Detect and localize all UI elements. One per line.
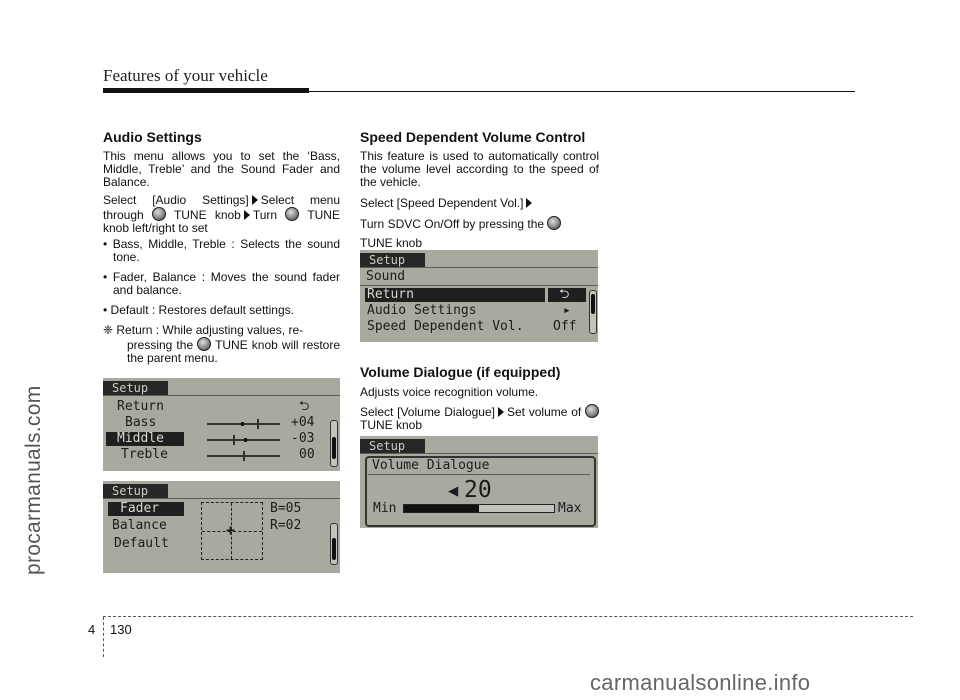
lcd-row-bass: Bass xyxy=(125,415,157,430)
bottom-watermark: carmanualsonline.info xyxy=(590,670,811,695)
lcd-rule xyxy=(103,395,340,396)
lcd-setup-tab: Setup xyxy=(103,484,168,498)
sdvc-select: Select [Speed Dependent Vol.] xyxy=(360,197,599,210)
tune-knob-icon xyxy=(285,207,299,221)
volume-dialogue-instructions: Select [Volume Dialogue] Set volume of TUNE knob xyxy=(360,404,599,432)
speaker-icon: ◀ xyxy=(448,481,459,501)
bullet-fader-balance: • Fader, Balance : Moves the sound fader and balance. xyxy=(103,270,340,297)
lcd-volume-dialogue xyxy=(360,436,598,528)
lcd-sound xyxy=(360,250,598,342)
sdvc-intro: This feature is used to automatically control the volume level according to the speed of the vehicle. xyxy=(360,149,599,189)
return-icon: ⮌ xyxy=(559,287,570,302)
lcd-row-return: Return xyxy=(117,399,164,414)
fader-grid xyxy=(201,502,263,560)
lcd-item-fader: Fader xyxy=(120,501,160,516)
lcd-rule xyxy=(360,267,598,268)
tune-knob-icon xyxy=(547,216,561,230)
page-header-title: Features of your vehicle xyxy=(103,66,268,85)
lcd-scrollbar xyxy=(330,420,338,467)
chapter-number: 4 xyxy=(88,622,96,637)
treble-slider xyxy=(207,455,280,457)
lcd-title-sound: Sound xyxy=(366,269,406,284)
sdvc-heading: Speed Dependent Volume Control xyxy=(360,129,586,145)
arrow-right-icon xyxy=(526,198,532,208)
submenu-arrow-icon: ▸ xyxy=(563,303,571,318)
lcd-setup-tab: Setup xyxy=(360,253,425,267)
lcd-row-audio-settings: Audio Settings xyxy=(367,303,477,318)
bullet-default: • Default : Restores default settings. xyxy=(103,303,294,317)
middle-slider xyxy=(207,439,280,441)
bass-slider xyxy=(207,423,280,425)
lcd-rule xyxy=(360,453,598,454)
middle-value: -03 xyxy=(291,431,315,446)
audio-settings-heading: Audio Settings xyxy=(103,129,202,145)
return-note: ❈ Return : While adjusting values, re- xyxy=(103,323,304,337)
volume-max-label: Max xyxy=(558,501,582,516)
lcd-rule xyxy=(103,498,340,499)
balance-value: B=05 xyxy=(270,501,302,516)
lcd-rule xyxy=(368,474,590,475)
bass-value: +04 xyxy=(291,415,315,430)
audio-settings-section xyxy=(103,129,340,365)
arrow-right-icon xyxy=(252,195,258,205)
lcd-item-default: Default xyxy=(114,536,169,551)
audio-settings-intro: This menu allows you to set the ‘Bass, Middle, Treble’ and the Sound Fader and Balance. xyxy=(103,149,340,189)
lcd-rule xyxy=(360,285,598,286)
sdvc-section xyxy=(360,129,599,250)
volume-dialogue-heading: Volume Dialogue (if equipped) xyxy=(360,364,561,380)
volume-dialogue-intro: Adjusts voice recognition volume. xyxy=(360,385,539,399)
return-note-cont: pressing the TUNE knob will restore the parent menu. xyxy=(127,338,340,365)
tune-knob-icon xyxy=(152,207,166,221)
volume-dialog-title: Volume Dialogue xyxy=(372,458,490,473)
lcd-scrollbar xyxy=(589,290,597,334)
lcd-item-balance: Balance xyxy=(112,518,167,533)
lcd-setup-tab: Setup xyxy=(360,439,425,453)
volume-level-bar xyxy=(403,504,555,513)
lcd-row-speed-dependent-vol: Speed Dependent Vol. xyxy=(367,319,524,334)
lcd-audio-settings xyxy=(103,378,340,471)
lcd-scrollbar xyxy=(330,523,338,565)
volume-min-label: Min xyxy=(373,501,397,516)
arrow-right-icon xyxy=(244,210,250,220)
tune-knob-icon xyxy=(585,404,599,418)
lcd-fader-balance xyxy=(103,481,340,573)
lcd-row-treble: Treble xyxy=(121,447,168,462)
sdvc-turn: Turn SDVC On/Off by pressing the xyxy=(360,216,599,231)
footer-divider xyxy=(103,617,104,657)
fader-position-icon: + xyxy=(226,521,236,539)
bullet-bass-middle-treble: • Bass, Middle, Treble : Selects the sound tone. xyxy=(103,237,340,264)
return-icon: ⮌ xyxy=(299,399,310,414)
volume-value: 20 xyxy=(464,477,492,503)
treble-value: 00 xyxy=(299,447,315,462)
page-number: 130 xyxy=(110,622,132,637)
lcd-row-middle: Middle xyxy=(117,431,164,446)
header-rule xyxy=(103,91,855,92)
fader-value: R=02 xyxy=(270,518,302,533)
volume-dialogue-section xyxy=(360,364,599,432)
tune-knob-icon xyxy=(197,337,211,351)
sdvc-knob: TUNE knob xyxy=(360,236,423,250)
audio-settings-instructions: Select [Audio Settings] Select menu through TUNE knob Turn TUNE knob left/right to set xyxy=(103,193,340,235)
volume-level-fill xyxy=(404,505,479,512)
lcd-row-return: Return xyxy=(367,287,414,302)
footer-rule xyxy=(103,616,913,617)
sdvc-value: Off xyxy=(553,319,577,334)
arrow-right-icon xyxy=(498,407,504,417)
lcd-setup-tab: Setup xyxy=(103,381,168,395)
side-watermark: procarmanuals.com xyxy=(22,385,45,575)
